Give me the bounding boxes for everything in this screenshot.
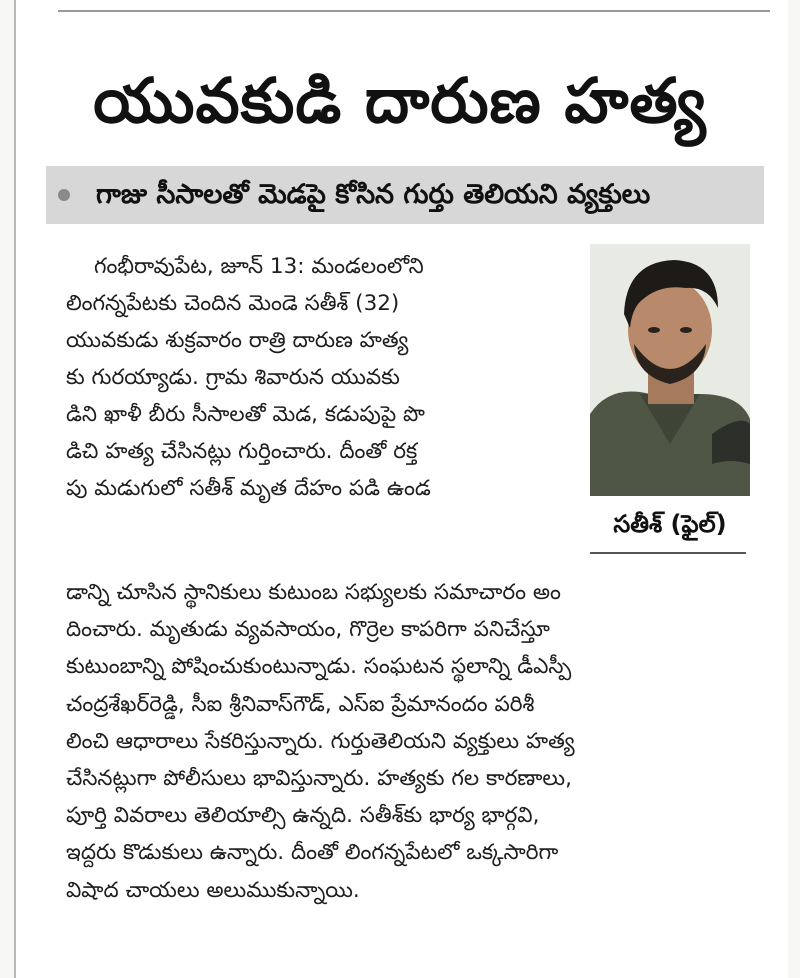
text-line: లించి ఆధారాలు సేకరిస్తున్నారు. గుర్తుతెలియని వ్యక్తులు హత్య xyxy=(66,728,575,754)
text-line: డిచి హత్య చేసినట్లు గుర్తించారు. దీంతో రక్త xyxy=(66,439,418,464)
text-line: ఇద్దరు కొడుకులు ఉన్నారు. దీంతో లింగన్నపేటలో ఒక్కసారిగా xyxy=(66,840,559,866)
article-body-text xyxy=(66,574,756,909)
top-rule xyxy=(58,10,770,12)
text-line: కు గురయ్యాడు. గ్రామ శివారున యువకు xyxy=(66,365,400,390)
text-line: డాన్ని చూసిన స్థానికులు కుటుంబ సభ్యులకు సమాచారం అం xyxy=(66,580,561,605)
text-line: చంద్రశేఖర్‌రెడ్డి, సీఐ శ్రీనివాస్‌గౌడ్, ఎస్ఐ ప్రేమానందం పరిశీ xyxy=(66,691,535,717)
portrait-photo xyxy=(590,244,750,496)
text-line: పు మడుగులో సతీశ్ మృత దేహం పడి ఉండ xyxy=(66,476,431,501)
headline: యువకుడి దారుణ హత్య xyxy=(93,64,707,137)
text-line: యువకుడు శుక్రవారం రాత్రి దారుణ హత్య xyxy=(66,328,409,353)
text-line: చేసినట్లుగా పోలీసులు భావిస్తున్నారు. హత్యకు గల కారణాలు, xyxy=(66,766,572,792)
text-line: డిని ఖాళీ బీరు సీసాలతో మెడ, కడుపుపై పొ xyxy=(66,402,425,427)
text-line: కుటుంబాన్ని పోషించుకుంటున్నాడు. సంఘటన స్థలాన్ని డీఎస్పీ xyxy=(66,654,572,680)
photo-caption: సతీశ్ (ఫైల్) xyxy=(613,510,727,538)
text-line: పూర్తి వివరాలు తెలియాల్సి ఉన్నది. సతీశ్‌కు భార్య భార్గవి, xyxy=(66,803,540,829)
text-line: విషాద చాయలు అలుముకున్నాయి. xyxy=(66,877,360,903)
subheadline-bar xyxy=(46,166,764,224)
bullet-icon xyxy=(58,189,70,201)
text-line: గంభీరావుపేట, జూన్ 13: మండలంలోని xyxy=(94,254,424,279)
text-line: దించారు. మృతుడు వ్యవసాయం, గొర్రెల కాపరిగా పనిచేస్తూ xyxy=(66,617,550,643)
text-line: లింగన్నపేటకు చెందిన మెండె సతీశ్ (32) xyxy=(66,291,400,316)
article-column-text xyxy=(66,248,576,507)
subheadline: గాజు సీసాలతో మెడపై కోసిన గుర్తు తెలియని వ్యక్తులు xyxy=(96,179,651,210)
caption-rule xyxy=(590,552,746,554)
portrait-photo-illustration xyxy=(590,244,750,496)
